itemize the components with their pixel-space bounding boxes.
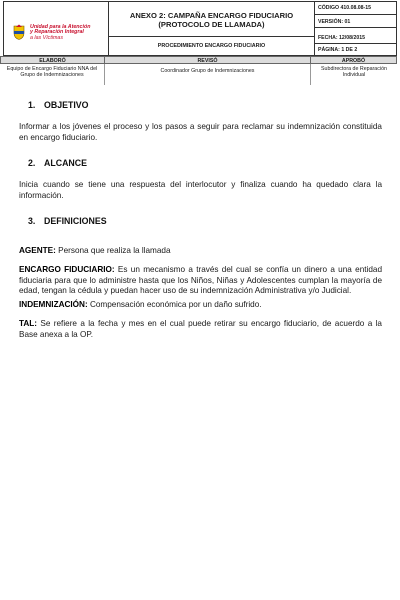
aprobo-value — [310, 64, 397, 85]
section-number: 2. — [28, 158, 36, 168]
header-reviso: REVISÓ — [104, 56, 310, 64]
logo-text — [30, 25, 90, 41]
elaboro-value — [0, 64, 104, 85]
definition-text: Compensación económica por un daño sufrido. — [87, 300, 262, 309]
alcance-text: Inicia cuando se tiene una respuesta del interlocutor y finaliza cuando ha quedado clara la información. — [19, 180, 382, 200]
logo-line-2: y Reparación Integral — [30, 29, 84, 36]
coat-of-arms-icon — [12, 24, 26, 40]
reviso-value: Coordinador Grupo de Indemnizaciones — [104, 64, 310, 85]
document-version: VERSIÓN: 01 — [315, 15, 396, 28]
document-header — [3, 1, 397, 56]
definition-text: Persona que realiza la llamada — [55, 246, 171, 255]
section-title: DEFINICIONES — [44, 216, 107, 226]
definition-agente — [19, 246, 382, 257]
logo-block — [4, 2, 109, 55]
definition-text: Es un mecanismo a través del cual se confía un dinero a una entidad fiduciaria para que lo administre hasta que los Niños, Niñas y Adolescentes cumplan la mayoría de edad, tengan la cédula y puedan hacer uso de su indemnización Administrativa y/o Judicial. — [19, 265, 383, 296]
section-title: ALCANCE — [44, 158, 88, 168]
logo-line-3: a las Víctimas — [30, 34, 63, 41]
definition-indemnizacion — [19, 300, 382, 311]
title-line-2: (PROTOCOLO DE LLAMADA) — [158, 20, 265, 29]
elaboro-line-2: Grupo de Indemnizaciones — [20, 72, 84, 79]
title-line-1: ANEXO 2: CAMPAÑA ENCARGO FIDUCIARIO — [129, 11, 294, 20]
section-number: 1. — [28, 100, 36, 110]
definition-term: AGENTE: — [19, 246, 56, 255]
definition-text: Se refiere a la fecha y mes en el cual puede retirar su encargo fiduciario, de acuerdo a la Base anexa a la OP. — [19, 319, 382, 339]
document-title — [109, 2, 315, 37]
definition-term: TAL: — [19, 319, 38, 328]
header-aprobo: APROBÓ — [310, 56, 397, 64]
page-number: PÁGINA: 1 DE 2 — [318, 47, 358, 53]
section-title: OBJETIVO — [44, 100, 89, 110]
definition-term: ENCARGO FIDUCIARIO: — [19, 265, 115, 274]
elaboro-line-1: Equipo de Encargo Fiduciario NNA del — [6, 66, 98, 72]
section-heading-alcance — [28, 158, 87, 168]
definition-encargo-fiduciario — [19, 265, 382, 297]
objetivo-text: Informar a los jóvenes el proceso y los pasos a seguir para reclamar su indemnización constituida en encargo fiduciario. — [19, 122, 382, 142]
definition-term: INDEMNIZACIÓN: — [19, 300, 88, 309]
section-heading-objetivo — [28, 100, 88, 110]
section-number: 3. — [28, 216, 36, 226]
header-elaboro: ELABORÓ — [0, 56, 104, 64]
definition-tal — [19, 319, 382, 340]
aprobo-line-2: Individual — [342, 72, 366, 79]
aprobo-line-1: Subdirectora de Reparación — [321, 66, 387, 72]
document-date: FECHA: 12/08/2015 — [315, 28, 396, 44]
document-code: CÓDIGO 410.08.08-15 — [315, 2, 396, 15]
procedure-name: PROCEDIMIENTO ENCARGO FIDUCIARIO — [109, 37, 315, 55]
section-heading-definiciones — [28, 216, 107, 226]
logo-line-1: Unidad para la Atención — [30, 24, 91, 30]
approvals-table — [0, 56, 397, 85]
